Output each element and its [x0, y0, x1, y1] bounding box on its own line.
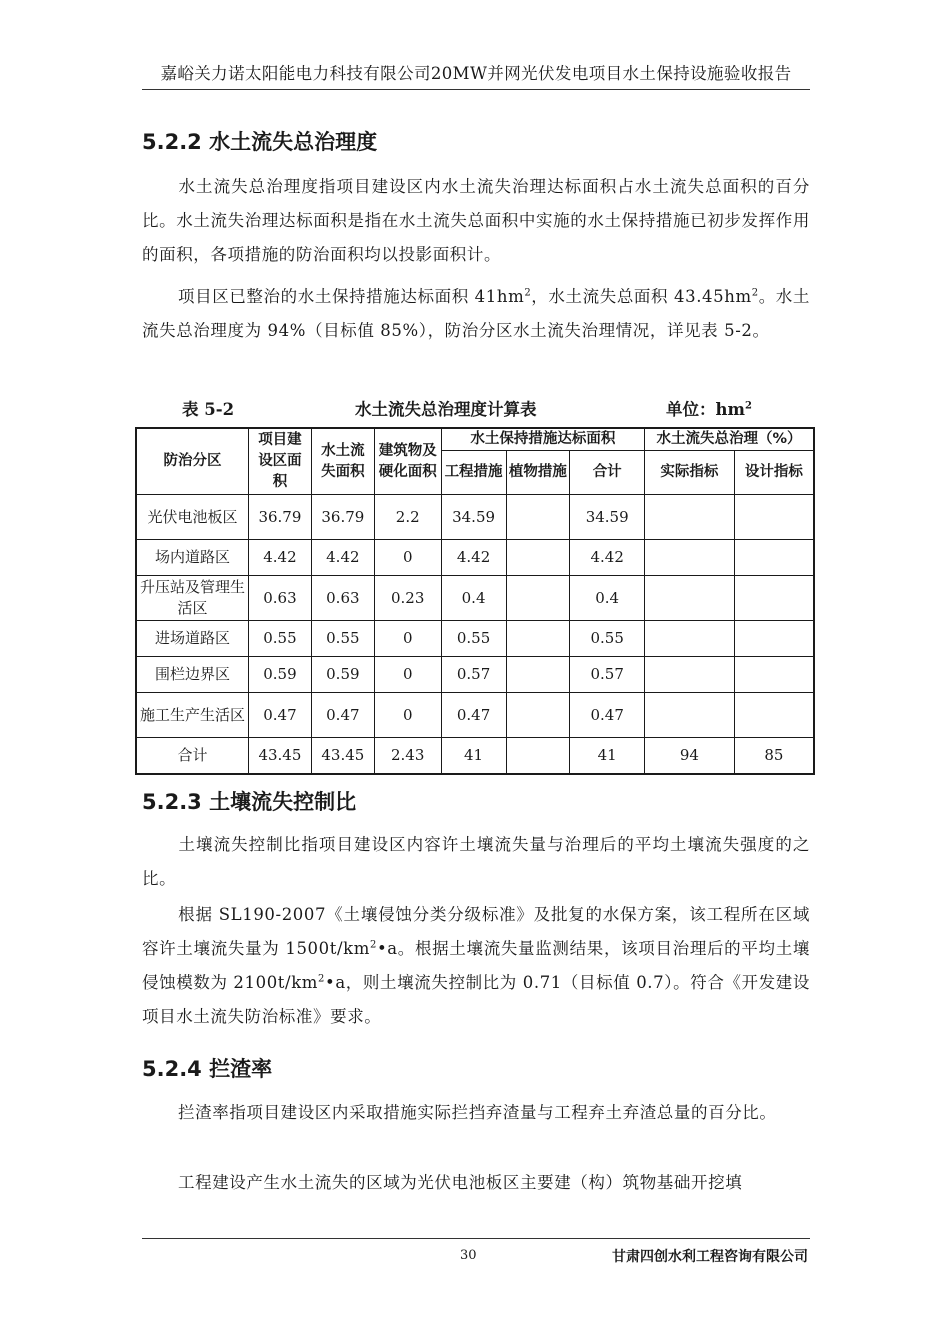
paragraph-text: 项目区已整治的水土保持措施达标面积 $41hm^2$，水土流失总面积 $43.45hm^2$。水土流失总治理度为 94%（目标值 85%），防治分区水土流失治理情况，详见表 5-2。 [142, 287, 811, 340]
cell-subtotal: 0.55 [570, 621, 645, 657]
col-header-actual: 实际指标 [645, 451, 735, 495]
cell-engineering: 0.47 [441, 693, 506, 738]
footer-organization: 甘肃四创水利工程咨询有限公司 [612, 1249, 808, 1265]
section-heading-5-2-4: 5.2.4 拦渣率 [142, 1057, 273, 1081]
cell-project-area: 0.55 [248, 621, 311, 657]
table-unit: 单位：$hm^2$ [666, 400, 752, 419]
cell-plant [506, 495, 570, 540]
col-header-zone: 防治分区 [136, 428, 248, 495]
cell-design [734, 693, 814, 738]
cell-actual [645, 540, 735, 576]
cell-subtotal: 0.57 [570, 657, 645, 693]
col-header-hardened-area: 建筑物及硬化面积 [374, 428, 441, 495]
table-row [136, 738, 814, 774]
section-heading-5-2-2: 5.2.2 水土流失总治理度 [142, 130, 378, 154]
table-row [136, 495, 814, 540]
paragraph-text: 根据 SL190-2007《土壤侵蚀分类分级标准》及批复的水保方案，该工程所在区域容许土壤流失量为 $1500t/km^2•a$。根据土壤流失量监测结果，该项目治理后的平均土壤侵蚀模数为 $2100t/km^2•a$，则土壤流失控制比为 0.71（目标值 0.7）。符合《开发建设项目水土流失防治标准》要求。 [142, 905, 810, 1026]
table-row [136, 621, 814, 657]
cell-loss-area: 0.63 [311, 576, 374, 621]
section-heading-5-2-3: 5.2.3 土壤流失控制比 [142, 790, 357, 814]
col-header-treatment-group: 水土流失总治理（%） [645, 428, 814, 451]
cell-hardened-area: 0.23 [374, 576, 441, 621]
cell-engineering: 41 [441, 738, 506, 774]
cell-project-area: 0.47 [248, 693, 311, 738]
cell-design [734, 621, 814, 657]
paragraph-text: 拦渣率指项目建设区内采取措施实际拦挡弃渣量与工程弃土弃渣总量的百分比。 [178, 1103, 777, 1122]
cell-hardened-area: 2.43 [374, 738, 441, 774]
col-header-project-area: 项目建设区面积 [248, 428, 311, 495]
paragraph-text: 工程建设产生水土流失的区域为光伏电池板区主要建（构）筑物基础开挖填 [178, 1173, 743, 1192]
cell-loss-area: 36.79 [311, 495, 374, 540]
cell-design [734, 657, 814, 693]
cell-engineering: 0.4 [441, 576, 506, 621]
cell-zone: 进场道路区 [136, 621, 248, 657]
paragraph [142, 170, 810, 272]
footer-rule [142, 1238, 810, 1239]
cell-zone: 施工生产生活区 [136, 693, 248, 738]
cell-zone: 围栏边界区 [136, 657, 248, 693]
table-title: 水土流失总治理度计算表 [355, 400, 537, 419]
cell-plant [506, 621, 570, 657]
cell-subtotal: 41 [570, 738, 645, 774]
cell-hardened-area: 0 [374, 693, 441, 738]
cell-plant [506, 657, 570, 693]
cell-loss-area: 0.59 [311, 657, 374, 693]
cell-engineering: 0.55 [441, 621, 506, 657]
cell-subtotal: 0.4 [570, 576, 645, 621]
cell-plant [506, 540, 570, 576]
paragraph [142, 1096, 810, 1130]
cell-subtotal: 4.42 [570, 540, 645, 576]
col-header-subtotal: 合计 [570, 451, 645, 495]
cell-zone: 光伏电池板区 [136, 495, 248, 540]
cell-subtotal: 34.59 [570, 495, 645, 540]
table-row [136, 576, 814, 621]
cell-hardened-area: 2.2 [374, 495, 441, 540]
cell-plant [506, 576, 570, 621]
col-header-design: 设计指标 [734, 451, 814, 495]
col-header-measures-group: 水土保持措施达标面积 [441, 428, 644, 451]
table-row [136, 657, 814, 693]
treatment-table [135, 427, 815, 775]
cell-actual [645, 576, 735, 621]
col-header-loss-area: 水土流失面积 [311, 428, 374, 495]
paragraph-text: 水土流失总治理度指项目建设区内水土流失治理达标面积占水土流失总面积的百分比。水土流失治理达标面积是指在水土流失总面积中实施的水土保持措施已初步发挥作用的面积，各项措施的防治面积均以投影面积计。 [142, 177, 810, 264]
cell-actual [645, 693, 735, 738]
header-rule [142, 89, 810, 90]
cell-actual [645, 495, 735, 540]
cell-design [734, 540, 814, 576]
cell-plant [506, 693, 570, 738]
cell-actual: 94 [645, 738, 735, 774]
cell-project-area: 36.79 [248, 495, 311, 540]
cell-subtotal: 0.47 [570, 693, 645, 738]
table-label: 表 5-2 [182, 400, 235, 419]
cell-project-area: 43.45 [248, 738, 311, 774]
cell-design [734, 495, 814, 540]
cell-design: 85 [734, 738, 814, 774]
paragraph [142, 280, 810, 348]
cell-design [734, 576, 814, 621]
table-row [136, 693, 814, 738]
paragraph [142, 898, 810, 1034]
page-number: 30 [460, 1248, 477, 1263]
cell-engineering: 0.57 [441, 657, 506, 693]
cell-loss-area: 43.45 [311, 738, 374, 774]
cell-hardened-area: 0 [374, 621, 441, 657]
table-row [136, 540, 814, 576]
cell-actual [645, 621, 735, 657]
cell-loss-area: 0.47 [311, 693, 374, 738]
cell-project-area: 0.63 [248, 576, 311, 621]
cell-hardened-area: 0 [374, 540, 441, 576]
cell-project-area: 0.59 [248, 657, 311, 693]
paragraph-text: 土壤流失控制比指项目建设区内容许土壤流失量与治理后的平均土壤流失强度的之比。 [142, 835, 810, 888]
cell-hardened-area: 0 [374, 657, 441, 693]
cell-actual [645, 657, 735, 693]
paragraph [142, 828, 810, 896]
cell-engineering: 4.42 [441, 540, 506, 576]
cell-engineering: 34.59 [441, 495, 506, 540]
col-header-plant: 植物措施 [506, 451, 570, 495]
cell-zone: 升压站及管理生活区 [136, 576, 248, 621]
page-header: 嘉峪关力诺太阳能电力科技有限公司20MW并网光伏发电项目水土保持设施验收报告 [160, 64, 792, 83]
cell-zone: 合计 [136, 738, 248, 774]
paragraph [142, 1166, 810, 1200]
col-header-engineering: 工程措施 [441, 451, 506, 495]
cell-plant [506, 738, 570, 774]
cell-zone: 场内道路区 [136, 540, 248, 576]
cell-loss-area: 0.55 [311, 621, 374, 657]
cell-project-area: 4.42 [248, 540, 311, 576]
cell-loss-area: 4.42 [311, 540, 374, 576]
